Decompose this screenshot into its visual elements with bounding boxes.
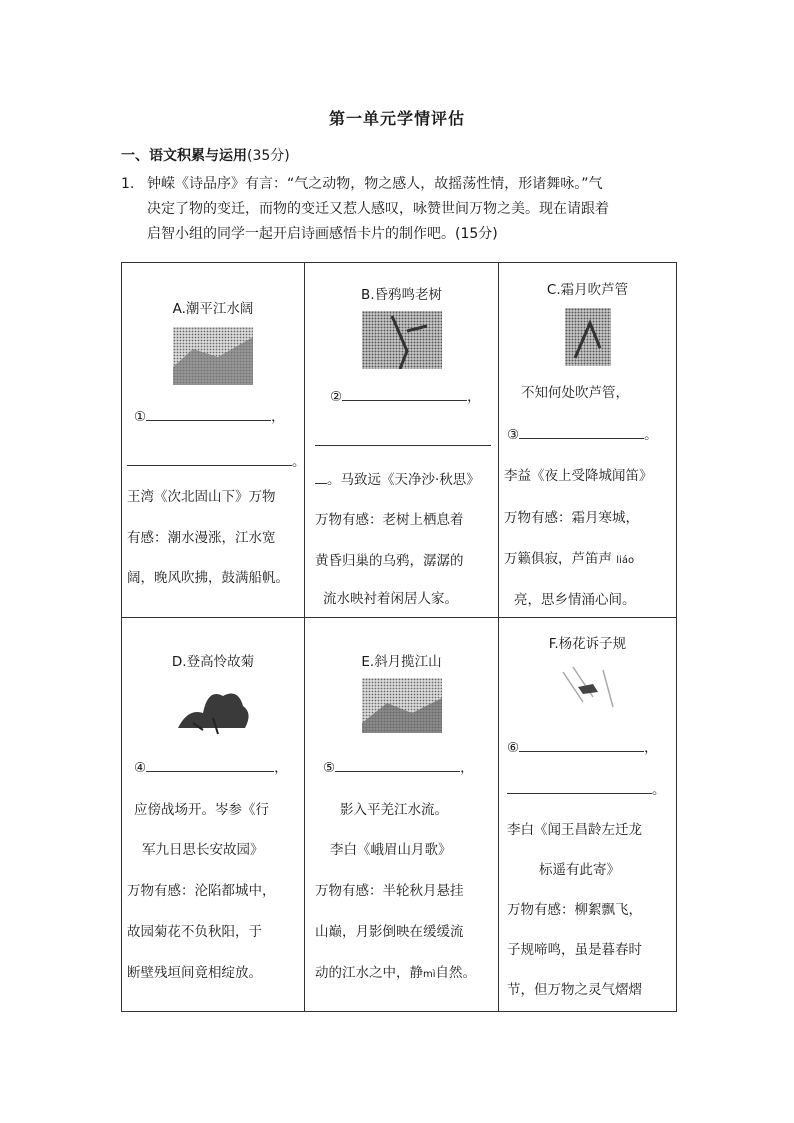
card-e-feeling-3: 动的江水之中，静 xyxy=(315,965,423,981)
card-d-feeling-1: 万物有感：沦陷都城中， xyxy=(127,883,276,899)
card-c-feeling-1: 万籁俱寂，芦笛声 xyxy=(504,551,612,567)
card-c-period: 。 xyxy=(644,427,658,443)
card-b-comma: ， xyxy=(467,389,481,405)
card-b-image xyxy=(362,311,442,369)
card-a-comma: ， xyxy=(271,409,285,425)
card-c xyxy=(499,263,677,618)
section-score: (35分) xyxy=(247,148,290,164)
card-c-feeling-0: 万物有感：霜月寒城， xyxy=(504,510,639,526)
card-a xyxy=(122,263,305,618)
card-f-caption: F.杨花诉子规 xyxy=(548,636,627,652)
blank-2-continued[interactable] xyxy=(315,433,491,446)
card-c-source: 李益《夜上受降城闻笛》 xyxy=(504,468,653,484)
card-f-feeling-1: 万物有感：柳絮飘飞， xyxy=(507,902,642,918)
card-a-period: 。 xyxy=(292,454,306,470)
blank-6-mark: ⑥ xyxy=(507,740,520,756)
card-e-caption: E.斜月揽江山 xyxy=(361,654,442,670)
card-e-line: 影入平羌江水流。 xyxy=(340,802,448,818)
blank-2-mark: ② xyxy=(330,389,343,405)
blank-4-mark: ④ xyxy=(134,760,147,776)
card-f xyxy=(499,618,677,1012)
blank-5-mark: ⑤ xyxy=(323,760,336,776)
card-d-feeling-2: 故园菊花不负秋阳，于 xyxy=(127,924,262,940)
poem-card-grid xyxy=(121,262,677,1012)
blank-4[interactable] xyxy=(146,759,274,772)
blank-1-continued[interactable] xyxy=(127,453,292,466)
blank-2[interactable] xyxy=(342,388,467,401)
card-d-comma: ， xyxy=(274,760,288,776)
card-f-comma: ， xyxy=(644,740,658,756)
question-line-2: 决定了物的变迁，而物的变迁又惹人感叹，咏赞世间万物之美。现在请跟着 xyxy=(147,201,609,217)
card-f-feeling-2: 子规啼鸣，虽是暮春时 xyxy=(507,942,642,958)
card-a-image xyxy=(173,327,253,385)
card-e-feeling-1: 万物有感：半轮秋月悬挂 xyxy=(315,883,464,899)
blank-2-tail[interactable] xyxy=(315,471,327,484)
question-1 xyxy=(121,172,681,247)
blank-6-continued[interactable] xyxy=(507,781,652,794)
card-e-image xyxy=(362,678,442,733)
card-c-feeling-2: 亮，思乡情涌心间。 xyxy=(514,592,636,608)
card-e-source: 李白《峨眉山月歌》 xyxy=(330,842,452,858)
card-d-source: 军九日思长安故园》 xyxy=(142,842,264,858)
card-f-source: 李白《闻王昌龄左迁龙 xyxy=(507,822,642,838)
question-line-1: 钟嵘《诗品序》有言：“气之动物，物之感人，故摇荡性情，形诸舞咏。”气 xyxy=(147,176,603,192)
card-f-source-2: 标遥有此寄》 xyxy=(539,862,620,878)
blank-6[interactable] xyxy=(519,739,644,752)
card-d-image xyxy=(173,678,253,736)
card-e-comma: ， xyxy=(460,760,474,776)
card-d-line: 应傍战场开。岑参《行 xyxy=(134,802,269,818)
card-b xyxy=(305,263,499,618)
card-c-caption: C.霜月吹芦管 xyxy=(546,282,629,298)
section-heading xyxy=(121,145,290,165)
card-b-source: 。马致远《天净沙·秋思》 xyxy=(327,472,480,488)
question-number: 1. xyxy=(121,176,135,192)
blank-1-mark: ① xyxy=(134,409,147,425)
card-d xyxy=(122,618,305,1012)
card-b-feeling-2: 流水映衬着闲居人家。 xyxy=(323,591,458,607)
page-title: 第一单元学情评估 xyxy=(328,109,465,128)
card-b-feeling-1: 黄昏归巢的乌鸦，潺潺的 xyxy=(315,553,464,569)
question-line-3: 启智小组的同学一起开启诗画感悟卡片的制作吧。(15分) xyxy=(147,226,498,242)
card-d-feeling-3: 断壁残垣间竟相绽放。 xyxy=(127,965,262,981)
card-a-feeling-1: 有感：潮水漫涨，江水宽 xyxy=(127,530,276,546)
card-f-image xyxy=(553,662,623,712)
card-d-caption: D.登高怜故菊 xyxy=(171,654,255,670)
blank-5[interactable] xyxy=(335,759,460,772)
blank-1[interactable] xyxy=(146,408,271,421)
card-a-caption: A.潮平江水阔 xyxy=(172,301,254,317)
card-f-period: 。 xyxy=(652,782,666,798)
blank-3-mark: ③ xyxy=(507,427,520,443)
card-a-feeling-2: 阔，晚风吹拂，鼓满船帆。 xyxy=(127,570,289,586)
card-f-feeling-3: 节，但万物之灵气熠熠 xyxy=(507,982,642,998)
card-e-feeling-2: 山巅，月影倒映在缓缓流 xyxy=(315,924,464,940)
card-e xyxy=(305,618,499,1012)
card-e-feeling-3b: 自然。 xyxy=(435,965,477,981)
section-label: 一、语文积累与运用 xyxy=(121,148,247,164)
card-b-feeling-0: 万物有感：老树上栖息着 xyxy=(315,512,464,528)
card-b-caption: B.昏鸦鸣老树 xyxy=(360,287,443,303)
blank-3[interactable] xyxy=(519,426,644,439)
card-a-source: 王湾《次北固山下》万物 xyxy=(127,489,276,505)
pinyin-mi: mì xyxy=(423,969,436,980)
card-c-image xyxy=(565,308,611,366)
card-c-line: 不知何处吹芦管， xyxy=(521,385,629,401)
pinyin-liao: liáo xyxy=(616,555,635,566)
